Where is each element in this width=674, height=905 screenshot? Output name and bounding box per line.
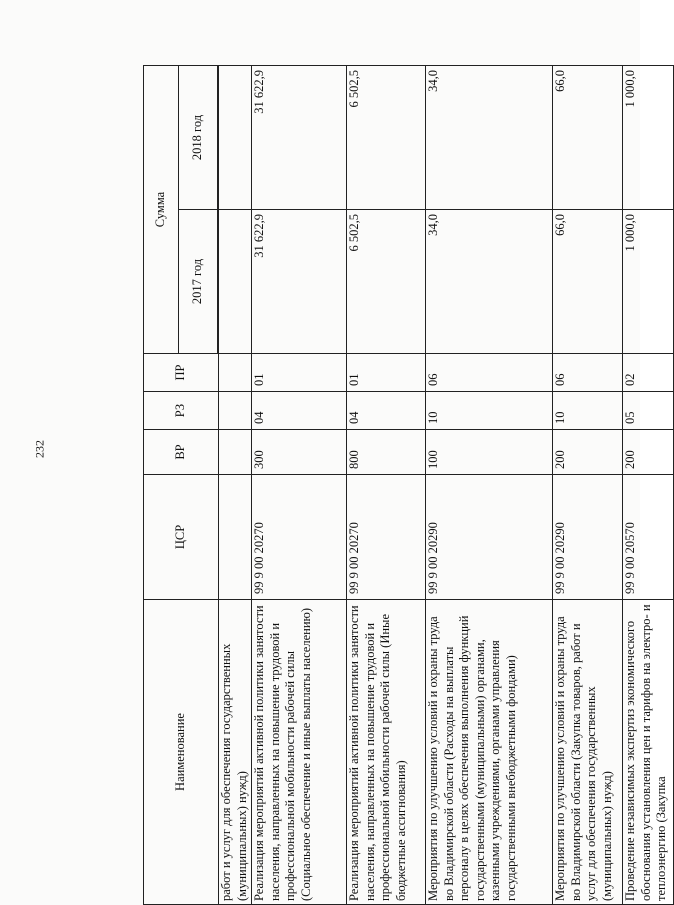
row-pr: 06	[426, 354, 553, 392]
row-rz: 10	[426, 392, 553, 430]
table-row	[219, 66, 252, 905]
row-name: Реализация мероприятий активной политики занятости населения, направленных на повышение трудовой и профессиональной мобильности рабочей силы (Социальное обеспечение и иные выплаты населению)	[252, 600, 347, 905]
table-row	[252, 66, 347, 905]
row-sum-2018: 34,0	[426, 66, 553, 210]
row-rz: 10	[553, 392, 623, 430]
row-vr	[219, 430, 252, 475]
header-vr: ВР	[144, 430, 219, 475]
row-sum-2018: 6 502,5	[347, 66, 426, 210]
page-number: 232	[32, 440, 47, 458]
row-pr: 02	[623, 354, 674, 392]
row-sum-2018: 31 622,9	[252, 66, 347, 210]
row-sum-2017: 6 502,5	[347, 210, 426, 354]
row-csr: 99 9 00 20290	[553, 475, 623, 600]
row-csr: 99 9 00 20290	[426, 475, 553, 600]
table-row	[426, 66, 553, 905]
row-sum-2018	[219, 66, 252, 210]
row-pr: 06	[553, 354, 623, 392]
row-sum-2017: 34,0	[426, 210, 553, 354]
row-name: Проведение независимых экспертиз экономического обоснования установления цен и тарифов на электро- и теплоэнергию (Закупка	[623, 600, 674, 905]
row-csr: 99 9 00 20270	[347, 475, 426, 600]
row-sum-2018: 1 000,0	[623, 66, 674, 210]
header-pr: ПР	[144, 354, 219, 392]
row-sum-2017: 31 622,9	[252, 210, 347, 354]
row-rz: 05	[623, 392, 674, 430]
row-rz	[219, 392, 252, 430]
header-year-2018: 2018 год	[179, 66, 218, 210]
row-vr: 100	[426, 430, 553, 475]
row-name: Мероприятия по улучшению условий и охраны труда во Владимирской области (Расходы на выплаты персоналу в целях обеспечения выполнения функций государственными (муниципальными) органами, казенными учреждениями, органами управления государственными внебюджетными фондами)	[426, 600, 553, 905]
row-csr: 99 9 00 20570	[623, 475, 674, 600]
row-pr	[219, 354, 252, 392]
budget-table	[143, 65, 674, 905]
row-csr: 99 9 00 20270	[252, 475, 347, 600]
header-name: Наименование	[144, 600, 219, 905]
row-vr: 300	[252, 430, 347, 475]
row-sum-2017: 1 000,0	[623, 210, 674, 354]
header-csr: ЦСР	[144, 475, 219, 600]
row-sum-2017: 66,0	[553, 210, 623, 354]
row-vr: 200	[623, 430, 674, 475]
row-csr	[219, 475, 252, 600]
table-row	[347, 66, 426, 905]
table-row	[553, 66, 623, 905]
row-pr: 01	[252, 354, 347, 392]
table-row	[623, 66, 674, 905]
budget-table-wrapper	[143, 66, 669, 905]
row-name: работ и услуг для обеспечения государственных (муниципальных) нужд)	[219, 600, 252, 905]
row-pr: 01	[347, 354, 426, 392]
row-sum-2017	[219, 210, 252, 354]
row-sum-2018: 66,0	[553, 66, 623, 210]
row-name: Мероприятия по улучшению условий и охраны труда во Владимирской области (Закупка товаров, работ и услуг для обеспечения государственных (муниципальных) нужд)	[553, 600, 623, 905]
row-vr: 800	[347, 430, 426, 475]
row-vr: 200	[553, 430, 623, 475]
row-rz: 04	[252, 392, 347, 430]
row-name: Реализация мероприятий активной политики занятости населения, направленных на повышение трудовой и профессиональной мобильности рабочей силы (Иные бюджетные ассигнования)	[347, 600, 426, 905]
header-rz: РЗ	[144, 392, 219, 430]
row-rz: 04	[347, 392, 426, 430]
header-sum: Сумма	[144, 66, 179, 354]
header-year-2017: 2017 год	[179, 210, 218, 354]
